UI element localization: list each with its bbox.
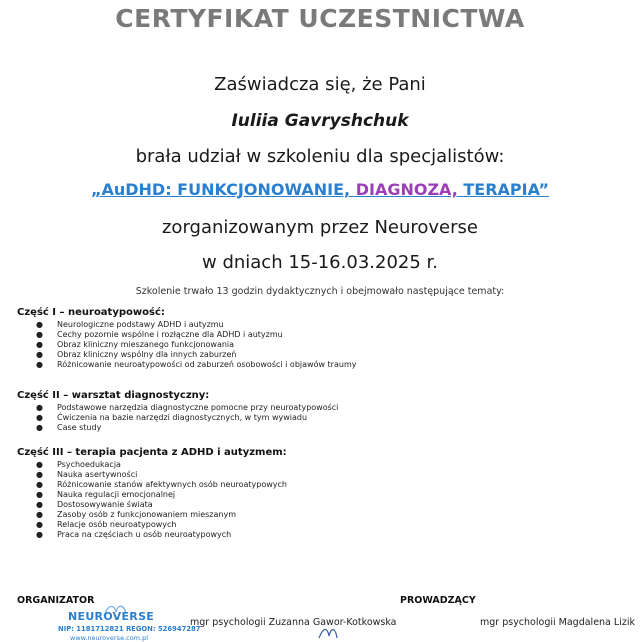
duration-text: Szkolenie trwało 13 godzin dydaktycznych i obejmowało następujące tematy: xyxy=(135,286,505,297)
logo-website: www.neuroverse.com.pl xyxy=(70,634,149,642)
bullet-icon: ● xyxy=(36,320,43,329)
neuroverse-logo xyxy=(58,606,201,642)
topic-list xyxy=(17,403,617,433)
bullet-icon: ● xyxy=(36,510,43,519)
bullet-icon: ● xyxy=(36,360,43,369)
list-item xyxy=(17,413,617,423)
attestation-text: Zaświadcza się, że Pani xyxy=(214,74,426,95)
list-item-text: Zasoby osób z funkcjonowaniem mieszanym xyxy=(57,510,236,519)
course-title-part-diagnoza: DIAGNOZA, xyxy=(355,180,464,199)
section-heading: Część III – terapia pacjenta z ADHD i autyzmem: xyxy=(17,447,287,458)
course-title-part-audhd: AuDHD: FUNKCJONOWANIE, xyxy=(101,180,356,199)
list-item-text: Różnicowanie neuroatypowości od zaburzeń osobowości i objawów traumy xyxy=(57,360,357,369)
list-item xyxy=(17,460,617,470)
bullet-icon: ● xyxy=(36,330,43,339)
course-title-open-quote: „ xyxy=(90,180,102,199)
bullet-icon: ● xyxy=(36,470,43,479)
list-item-text: Case study xyxy=(57,423,102,432)
list-item-text: Praca na częściach u osób neuroatypowych xyxy=(57,530,232,539)
section-part-1 xyxy=(17,307,617,370)
bullet-icon: ● xyxy=(36,350,43,359)
list-item-text: Obraz kliniczny wspólny dla innych zaburzeń xyxy=(57,350,237,359)
list-item xyxy=(17,520,617,530)
list-item xyxy=(17,320,617,330)
list-item xyxy=(17,403,617,413)
list-item-text: Cechy pozornie wspólne i rozłączne dla ADHD i autyzmu xyxy=(57,330,283,339)
organizer-text: zorganizowanym przez Neuroverse xyxy=(161,217,478,238)
topic-list xyxy=(17,320,617,370)
signer-2: mgr psychologii Magdalena Lizik xyxy=(480,617,635,628)
bullet-icon: ● xyxy=(36,340,43,349)
list-item xyxy=(17,350,617,360)
bullet-icon: ● xyxy=(36,403,43,412)
list-item xyxy=(17,423,617,433)
dates-text: w dniach 15-16.03.2025 r. xyxy=(202,252,438,273)
course-title-close-quote: ” xyxy=(538,180,550,199)
list-item xyxy=(17,490,617,500)
section-heading: Część II – warsztat diagnostyczny: xyxy=(17,390,210,401)
list-item-text: Różnicowanie stanów afektywnych osób neuroatypowych xyxy=(57,480,287,489)
bullet-icon: ● xyxy=(36,423,43,432)
bullet-icon: ● xyxy=(36,490,43,499)
list-item xyxy=(17,480,617,490)
list-item-text: Neurologiczne podstawy ADHD i autyzmu xyxy=(57,320,224,329)
section-heading: Część I – neuroatypowość: xyxy=(17,307,165,318)
list-item xyxy=(17,500,617,510)
topic-list xyxy=(17,460,617,540)
signature-icon xyxy=(315,624,355,640)
list-item-text: Psychoedukacja xyxy=(57,460,121,469)
logo-name: NEUROVERSE xyxy=(68,610,155,623)
leaders-label: PROWADZĄCY xyxy=(400,595,476,606)
certificate-title: CERTYFIKAT UCZESTNICTWA xyxy=(115,4,525,33)
organizer-label: ORGANIZATOR xyxy=(17,595,95,606)
list-item xyxy=(17,530,617,540)
list-item-text: Dostosowywanie świata xyxy=(57,500,153,509)
participant-name: Iuliia Gavryshchuk xyxy=(231,111,409,131)
training-intro-text: brała udział w szkoleniu dla specjalistów: xyxy=(135,146,505,167)
bullet-icon: ● xyxy=(36,480,43,489)
list-item-text: Obraz kliniczny mieszanego funkcjonowania xyxy=(57,340,235,349)
list-item xyxy=(17,510,617,520)
course-title-part-terapia: TERAPIA xyxy=(463,180,539,199)
bullet-icon: ● xyxy=(36,520,43,529)
list-item xyxy=(17,340,617,350)
list-item-text: Nauka regulacji emocjonalnej xyxy=(57,490,176,499)
bullet-icon: ● xyxy=(36,500,43,509)
section-part-3 xyxy=(17,447,617,540)
list-item xyxy=(17,330,617,340)
list-item xyxy=(17,360,617,370)
section-part-2 xyxy=(17,390,617,433)
list-item-text: Podstawowe narzędzia diagnostyczne pomocne przy neuroatypowości xyxy=(57,403,339,412)
list-item-text: Nauka asertywności xyxy=(57,470,138,479)
bullet-icon: ● xyxy=(36,530,43,539)
list-item xyxy=(17,470,617,480)
list-item-text: Ćwiczenia na bazie narzędzi diagnostycznych, w tym wywiadu xyxy=(57,413,308,422)
signer-1: mgr psychologii Zuzanna Gawor-Kotkowska xyxy=(190,617,397,628)
bullet-icon: ● xyxy=(36,413,43,422)
logo-nip: NIP: 1181712821 REGON: 526947287 xyxy=(58,625,201,633)
bullet-icon: ● xyxy=(36,460,43,469)
course-title xyxy=(0,180,640,199)
list-item-text: Relacje osób neuroatypowych xyxy=(57,520,177,529)
